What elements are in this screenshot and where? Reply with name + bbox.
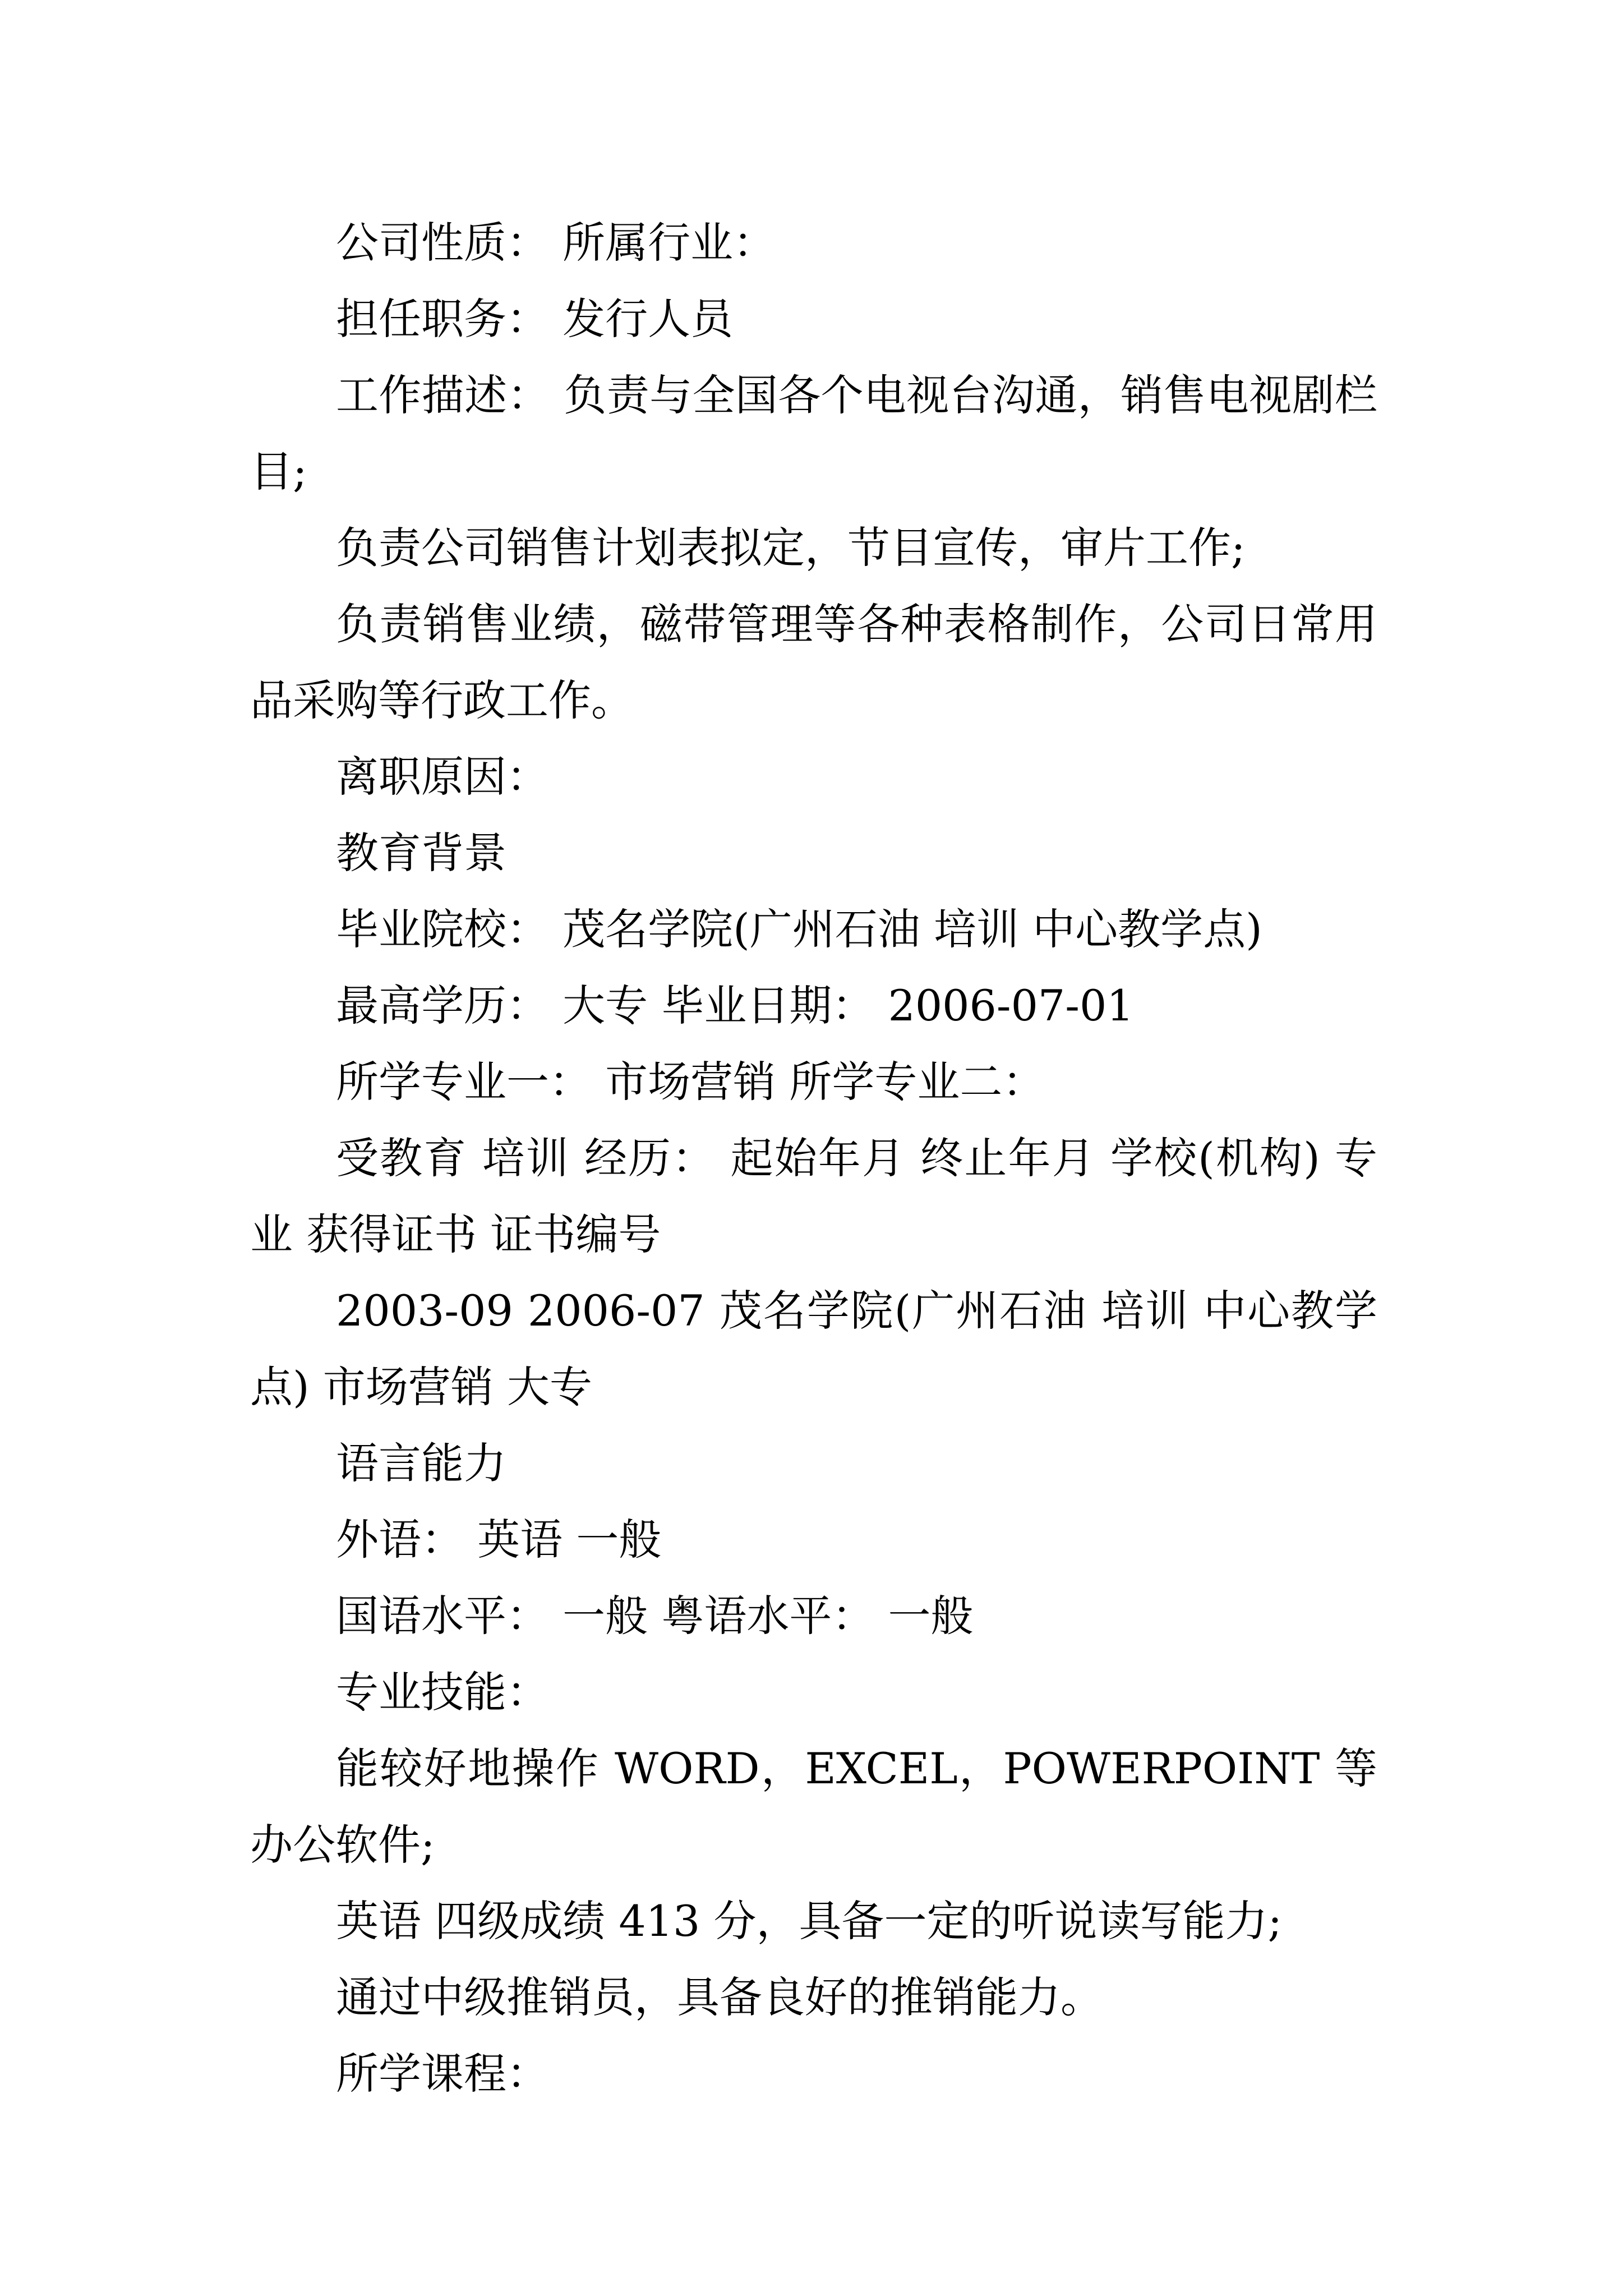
section-heading-language: 语言能力	[336, 1438, 506, 1488]
document-body	[250, 205, 1377, 2112]
leave-reason-line: 离职原因：	[336, 752, 549, 802]
major-line: 所学专业一： 市场营销 所学专业二：	[336, 1057, 1045, 1107]
duty-line: 负责销售业绩，磁带管理等各种表格制作，公司日常用品采购等行政工作。	[250, 599, 1377, 725]
skill-line: 能较好地操作 WORD，EXCEL，POWERPOINT 等办公软件;	[250, 1743, 1377, 1870]
education-level-line: 最高学历： 大专 毕业日期： 2006-07-01	[336, 981, 1134, 1030]
training-history-header: 受教育 培训 经历： 起始年月 终止年月 学校(机构) 专业 获得证书 证书编号	[250, 1133, 1377, 1259]
section-heading-education: 教育背景	[336, 828, 506, 878]
skill-line: 通过中级推销员，具备良好的推销能力。	[336, 1972, 1103, 2022]
position-line: 担任职务： 发行人员	[336, 294, 734, 344]
foreign-language-line: 外语： 英语 一般	[336, 1515, 662, 1565]
job-description-line: 工作描述： 负责与全国各个电视台沟通，销售电视剧栏目;	[250, 370, 1377, 496]
dialect-level-line: 国语水平： 一般 粤语水平： 一般	[336, 1591, 974, 1641]
training-history-entry: 2003-09 2006-07 茂名学院(广州石油 培训 中心教学点) 市场营销 大专	[250, 1286, 1377, 1412]
graduate-school-line: 毕业院校： 茂名学院(广州石油 培训 中心教学点)	[336, 904, 1262, 954]
duty-line: 负责公司销售计划表拟定，节目宣传，审片工作;	[336, 523, 1246, 573]
company-nature-line: 公司性质： 所属行业：	[336, 218, 776, 268]
courses-line: 所学课程：	[336, 2049, 549, 2099]
skill-line: 英语 四级成绩 413 分，具备一定的听说读写能力;	[336, 1896, 1283, 1946]
section-heading-skills: 专业技能：	[336, 1667, 549, 1717]
